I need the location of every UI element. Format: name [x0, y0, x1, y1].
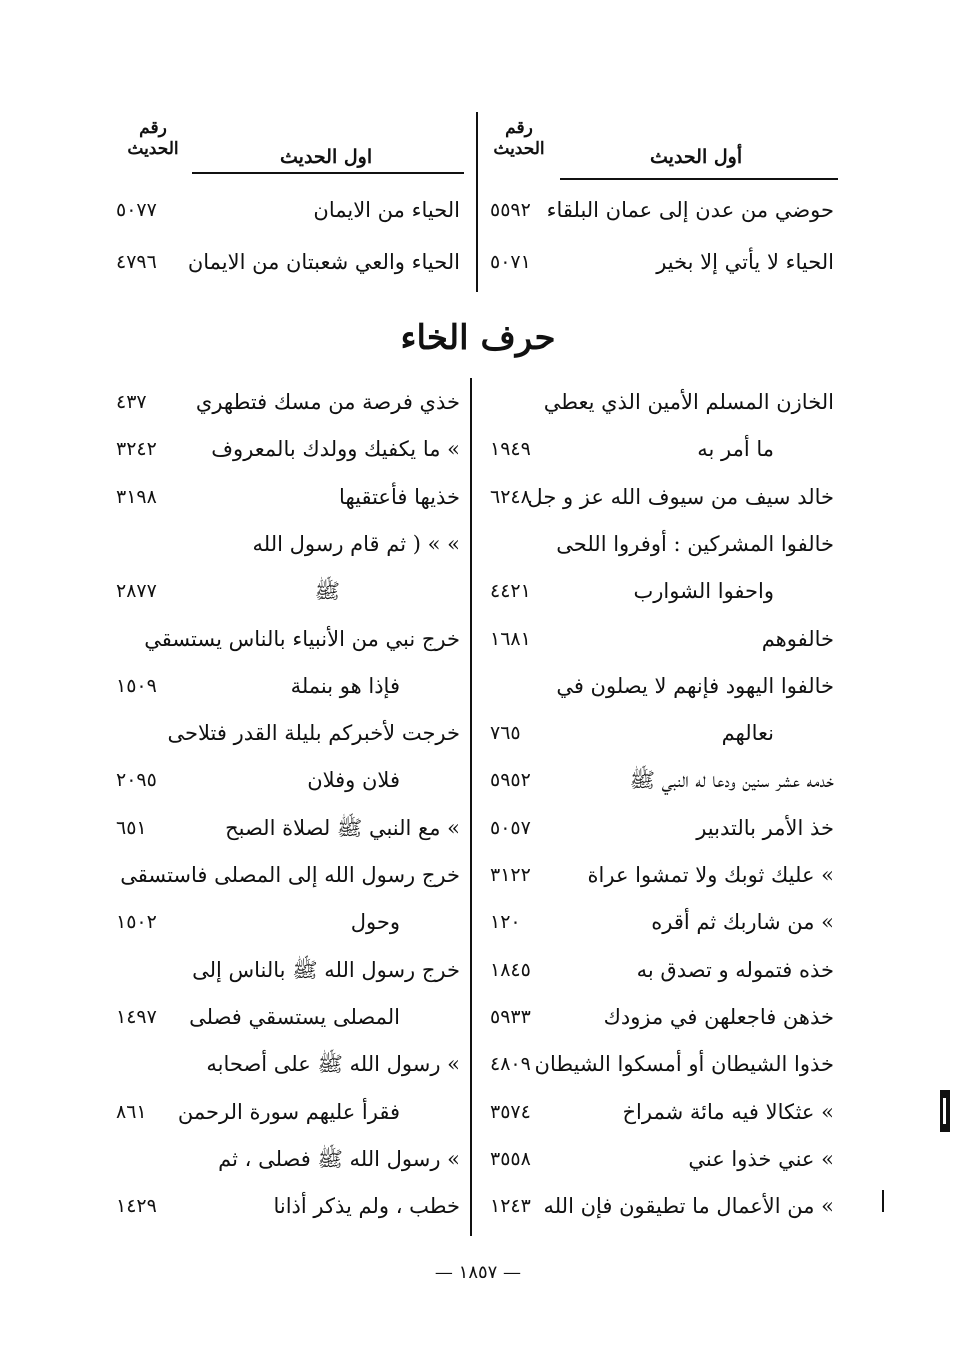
section-title: حرف الخاء	[400, 318, 556, 358]
left-entry	[108, 429, 464, 469]
right-entry	[478, 1044, 838, 1084]
hadith-number: ٢٠٩٥	[116, 769, 157, 791]
entry-text: » من الأعمال ما تطيقون فإن الله	[543, 1194, 834, 1218]
entry-text: خطب ، ولم يذكر أذانا	[273, 1194, 460, 1218]
page-number: — ١٨٥٧ —	[434, 1262, 522, 1283]
right-entry	[478, 760, 838, 800]
entry-text: ما أمر به	[697, 437, 774, 461]
entry-text: خرج رسول الله ﷺ بالناس إلى	[192, 958, 460, 982]
left-entry	[108, 477, 464, 517]
left-entry	[108, 713, 464, 753]
entry-text: فإذا هو بنملة	[290, 674, 400, 698]
hadith-number: ١٤٢٩	[116, 1195, 157, 1217]
left-entry	[108, 902, 464, 942]
left-number-header-bottom: الحديث	[127, 139, 179, 159]
right-entry	[478, 524, 838, 564]
left-number-header	[118, 120, 188, 158]
entry-text: خالفوا المشركين : أوفروا اللحى	[556, 532, 834, 556]
entry-text: » عثكالا فيه مائة شمراخ	[622, 1100, 834, 1124]
right-entry	[478, 477, 838, 517]
hadith-number: ٥٩٥٢	[490, 769, 531, 791]
hadith-number: ٣١٩٨	[116, 486, 157, 508]
entry-text: المصلى يستسقي فصلى	[189, 1005, 400, 1029]
edge-mark	[940, 1090, 950, 1132]
entry-text: » رسول الله ﷺ فصلى ، ثم	[218, 1147, 460, 1171]
right-number-header	[484, 120, 554, 158]
entry-text: ﷺ	[314, 579, 340, 603]
hadith-number: ٧٦٥	[490, 722, 521, 744]
entry-text: نعالهم	[721, 721, 774, 745]
entry-text: » ما يكفيك وولدك بالمعروف	[211, 437, 460, 461]
entry-text: الحياء لا يأتي إلا بخير	[656, 250, 834, 274]
left-header-rule	[192, 172, 464, 174]
right-entry	[478, 429, 838, 469]
right-entry	[478, 666, 838, 706]
right-header-rule	[560, 178, 838, 180]
entry-text: حوضي من عدن إلى عمان البلقاء	[546, 198, 834, 222]
entry-text: خذوا الشيطان أو أمسكوا الشيطان	[534, 1052, 834, 1076]
right-entry	[478, 808, 838, 848]
left-entry	[108, 1092, 464, 1132]
left-entry	[108, 382, 464, 422]
hadith-number: ٣٥٧٤	[490, 1101, 531, 1123]
left-entry	[108, 855, 464, 895]
right-number-header-top: رقم	[505, 118, 533, 138]
right-entry	[478, 1186, 838, 1226]
hadith-number: ١٥٠٢	[116, 911, 157, 933]
entry-text: خذي فرصة من مسك فتطهري	[195, 390, 460, 414]
left-entry	[108, 619, 464, 659]
left-entry	[108, 524, 464, 564]
entry-text: خالفوا اليهود فإنهم لا يصلون في	[556, 674, 834, 698]
right-entry	[478, 713, 838, 753]
entry-text: خالد سيف من سيوف الله عز و جل	[527, 485, 834, 509]
left-title-header: اول الحديث	[280, 146, 373, 168]
entry-text: فلان وفلان	[307, 768, 400, 792]
entry-text: » مع النبي ﷺ لصلاة الصبح	[225, 816, 460, 840]
right-entry	[478, 382, 838, 422]
left-entry	[108, 1044, 464, 1084]
entry-text: الخازن المسلم الأمين الذي يعطي	[543, 390, 834, 414]
entry-text: » رسول الله ﷺ على أصحابه	[206, 1052, 460, 1076]
entry-text: » عليك ثوبك ولا تمشوا عراة	[587, 863, 834, 887]
hadith-number: ٢٨٧٧	[116, 580, 157, 602]
right-number-header-bottom: الحديث	[493, 139, 545, 159]
left-entry	[108, 1139, 464, 1179]
entry-text: فقرأ عليهم سورة الرحمن	[177, 1100, 400, 1124]
entry-text: خرج نبي من الأنبياء بالناس يستسقي	[144, 627, 460, 651]
left-entry	[108, 190, 464, 230]
hadith-number: ١٨٤٥	[490, 959, 531, 981]
entry-text: خرجت لأخبركم بليلة القدر فتلاحى	[167, 721, 460, 745]
left-number-header-top: رقم	[139, 118, 167, 138]
hadith-number: ٦٥١	[116, 817, 147, 839]
hadith-number: ٥٩٣٣	[490, 1006, 531, 1028]
entry-text: واحفوا الشوارب	[633, 579, 774, 603]
hadith-number: ٤٨٠٩	[490, 1053, 531, 1075]
hadith-number: ١٤٩٧	[116, 1006, 157, 1028]
left-entry	[108, 571, 464, 611]
hadith-number: ٣١٢٢	[490, 864, 531, 886]
entry-text: » عني خذوا عني	[688, 1147, 834, 1171]
hadith-number: ٨٦١	[116, 1101, 147, 1123]
hadith-number: ١٥٠٩	[116, 675, 157, 697]
right-entry	[478, 190, 838, 230]
hadith-number: ٥٠٧٧	[116, 199, 157, 221]
right-entry	[478, 997, 838, 1037]
entry-text: خذه فتموله و تصدق به	[636, 958, 834, 982]
entry-text: خدمه عشر سنين ودعا له النبي ﷺ	[629, 768, 834, 792]
hadith-number: ١٦٨١	[490, 628, 531, 650]
right-entry	[478, 855, 838, 895]
hadith-number: ٤٧٩٦	[116, 251, 157, 273]
hadith-number: ٤٤٢١	[490, 580, 531, 602]
right-entry	[478, 619, 838, 659]
right-entry	[478, 242, 838, 282]
hadith-number: ٥٠٧١	[490, 251, 531, 273]
entry-text: » من شاربك ثم أقره	[651, 910, 834, 934]
hadith-number: ٥٥٩٢	[490, 199, 531, 221]
left-entry	[108, 666, 464, 706]
entry-text: الحياء من الايمان	[313, 198, 460, 222]
right-entry	[478, 571, 838, 611]
entry-text: وحول	[350, 910, 400, 934]
right-title-header: أول الحديث	[650, 146, 743, 168]
entry-text: خذهن فاجعلهن في مزودك	[603, 1005, 834, 1029]
right-entry	[478, 950, 838, 990]
right-entry	[478, 1139, 838, 1179]
entry-text: خرج رسول الله إلى المصلى فاستسقى	[120, 863, 460, 887]
left-entry	[108, 1186, 464, 1226]
hadith-number: ١٢٤٣	[490, 1195, 531, 1217]
hadith-number: ٣٢٤٢	[116, 438, 157, 460]
left-entry	[108, 242, 464, 282]
left-entry	[108, 760, 464, 800]
entry-text: خذيها فأعتقيها	[339, 485, 460, 509]
right-entry	[478, 902, 838, 942]
left-entry	[108, 808, 464, 848]
entry-text: خذ الأمر بالتدبير	[696, 816, 834, 840]
hadith-number: ٥٠٥٧	[490, 817, 531, 839]
main-column-divider	[470, 378, 472, 1236]
hadith-number: ١٢٠	[490, 911, 521, 933]
hadith-number: ٣٥٥٨	[490, 1148, 531, 1170]
entry-text: خالفوهم	[761, 627, 834, 651]
hadith-number: ١٩٤٩	[490, 438, 531, 460]
entry-text: الحياء والعي شعبتان من الايمان	[187, 250, 460, 274]
left-entry	[108, 997, 464, 1037]
hadith-number: ٤٣٧	[116, 391, 147, 413]
right-entry	[478, 1092, 838, 1132]
entry-text: » » ( ثم قام رسول الله	[252, 532, 460, 556]
left-entry	[108, 950, 464, 990]
hadith-number: ٦٢٤٨	[490, 486, 531, 508]
margin-tick	[882, 1190, 884, 1212]
